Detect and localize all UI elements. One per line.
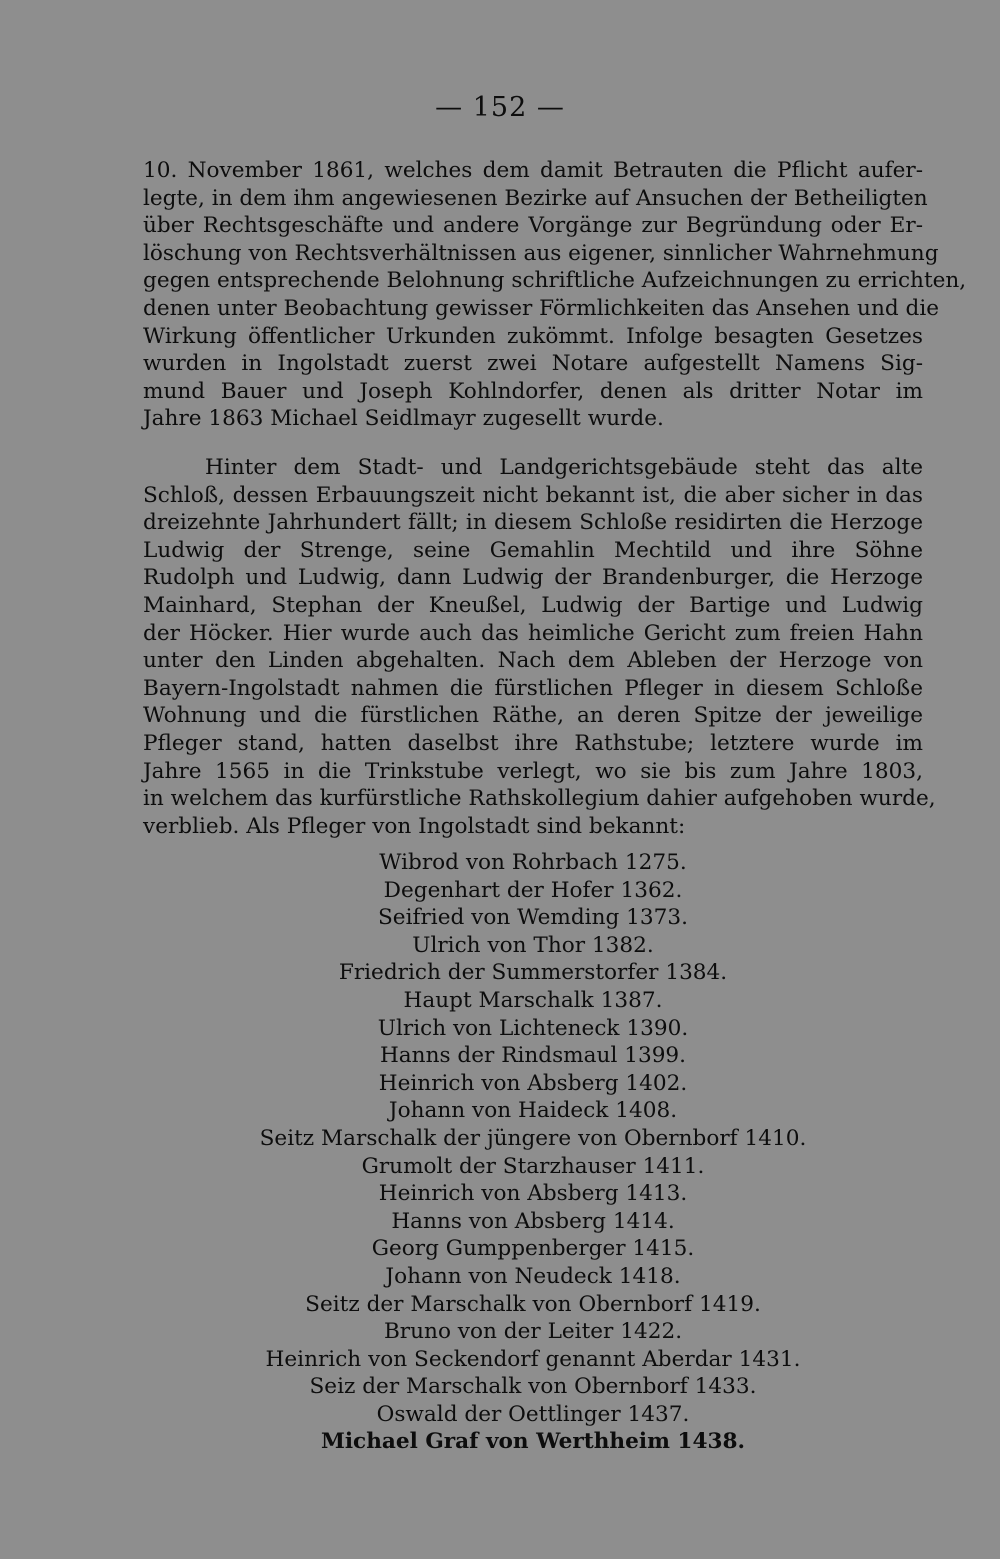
list-item: Georg Gumppenberger 1415. [371,1236,695,1262]
text-line: 10. November 1861, welches dem damit Betrauten die Pflicht aufer- [143,158,923,183]
list-item: Seifried von Wemding 1373. [378,905,688,931]
list-item: Hanns von Absberg 1414. [391,1208,675,1234]
text-line: mund Bauer und Joseph Kohlndorfer, denen als dritter Notar im [143,378,923,404]
text-line: über Rechtsgeschäfte und andere Vorgänge zur Begründung oder Er- [143,213,923,239]
text-line: dreizehnte Jahrhundert fällt; in diesem Schloße residirten die Herzoge [143,510,923,536]
list-item: Seiz der Marschalk von Obernborf 1433. [309,1374,757,1400]
text-line: verblieb. Als Pfleger von Ingolstadt sind bekannt: [143,813,686,839]
text-line: Jahre 1565 in die Trinkstube verlegt, wo sie bis zum Jahre 1803, [143,758,923,784]
text-line: unter den Linden abgehalten. Nach dem Ableben der Herzoge von [143,648,923,674]
list-item: Grumolt der Starzhauser 1411. [361,1153,705,1179]
pfleger-list [143,849,923,1456]
list-item: Bruno von der Leiter 1422. [383,1319,683,1345]
list-item: Johann von Neudeck 1418. [385,1263,681,1289]
paragraph-notare [143,157,967,433]
text-line: legte, in dem ihm angewiesenen Bezirke auf Ansuchen der Betheiligten [143,185,928,211]
list-item: Seitz Marschalk der jüngere von Obernborf 1410. [259,1125,807,1151]
text-line: Wohnung und die fürstlichen Räthe, an deren Spitze der jeweilige [143,703,923,729]
text-line: löschung von Rechtsverhältnissen aus eigener, sinnlicher Wahrnehmung [143,240,939,266]
text-line: Hinter dem Stadt- und Landgerichtsgebäude steht das alte [205,455,923,480]
list-item: Heinrich von Absberg 1413. [378,1181,688,1207]
list-item: Heinrich von Seckendorf genannt Aberdar 1431. [265,1346,801,1372]
text-line: in welchem das kurfürstliche Rathskollegium dahier aufgehoben wurde, [143,786,936,812]
text-line: Jahre 1863 Michael Seidlmayr zugesellt wurde. [143,406,664,432]
text-line: der Höcker. Hier wurde auch das heimliche Gericht zum freien Hahn [143,620,923,646]
list-item: Haupt Marschalk 1387. [403,987,663,1013]
list-item: Degenhart der Hofer 1362. [383,877,683,903]
list-item: Hanns der Rindsmaul 1399. [379,1043,687,1069]
text-line: Wirkung öffentlicher Urkunden zukömmt. Infolge besagten Gesetzes [143,323,923,349]
list-item: Wibrod von Rohrbach 1275. [379,850,687,875]
text-line: Pfleger stand, hatten daselbst ihre Rathstube; letztere wurde im [143,730,923,756]
text-line: Bayern-Ingolstadt nahmen die fürstlichen Pfleger in diesem Schloße [143,675,923,701]
list-item: Seitz der Marschalk von Obernborf 1419. [305,1291,761,1317]
list-item: Johann von Haideck 1408. [388,1098,678,1124]
page-number: — 152 — [435,92,565,123]
list-item: Ulrich von Thor 1382. [412,932,654,958]
list-item: Ulrich von Lichteneck 1390. [377,1015,689,1041]
list-item: Heinrich von Absberg 1402. [378,1070,688,1096]
text-line: wurden in Ingolstadt zuerst zwei Notare aufgestellt Namens Sig- [143,351,923,377]
text-line: Schloß, dessen Erbauungszeit nicht bekannt ist, die aber sicher in das [143,482,923,508]
text-line: Rudolph und Ludwig, dann Ludwig der Brandenburger, die Herzoge [143,565,923,591]
text-line: Mainhard, Stephan der Kneußel, Ludwig der Bartige und Ludwig [143,592,923,618]
list-item: Michael Graf von Werthheim 1438. [320,1429,746,1455]
text-line: denen unter Beobachtung gewisser Förmlichkeiten das Ansehen und die [143,295,940,321]
text-line: gegen entsprechende Belohnung schriftliche Aufzeichnungen zu errichten, [143,268,967,294]
paragraph-schloss [143,454,936,840]
list-item: Friedrich der Summerstorfer 1384. [338,960,728,986]
list-item: Oswald der Oettlinger 1437. [376,1401,690,1427]
text-line: Ludwig der Strenge, seine Gemahlin Mechtild und ihre Söhne [143,537,923,563]
